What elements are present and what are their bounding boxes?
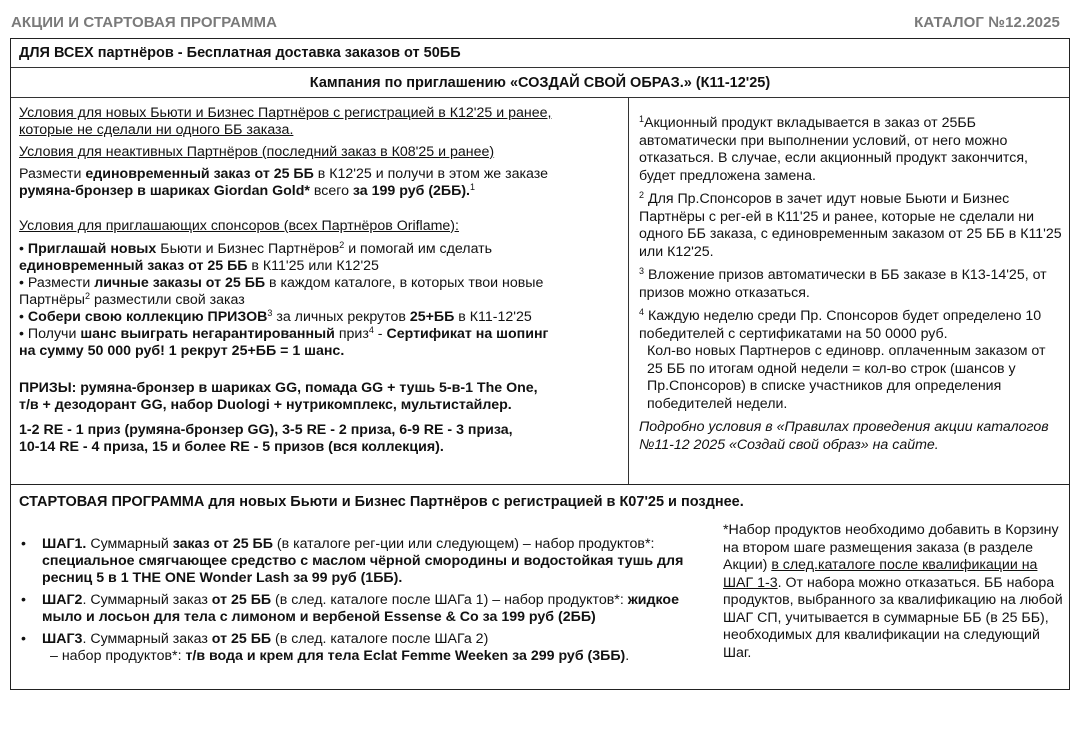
step-1: • ШАГ1. Суммарный заказ от 25 ББ (в каталоге рег-ции или следующем) – набор продуктов*: специальное смягчающее средство с маслом чёрной смородины и водостойкая тушь для ресниц 5 в 1 THE ONE Wonder Lash за 99 руб (1ББ).: [21, 536, 684, 586]
campaign-footnotes: [639, 115, 1063, 454]
rules-reference: Подробно условия в «Правилах проведения акции каталогов №11-12 2025 «Создай свой образ» на сайте.: [639, 419, 1049, 453]
campaign-conditions: [19, 103, 619, 456]
cond-new-line2: которые не сделали ни одного ББ заказа.: [19, 122, 294, 138]
cond-inactive: Условия для неактивных Партнёров (последний заказ в К08'25 и ранее): [19, 144, 495, 160]
sponsor-bullet-certificate: • Получи шанс выиграть негарантированный приз$^4$ - Сертификат на шопинг на сумму 50 000 руб! 1 рекрут 25+ББ = 1 шанс.: [19, 325, 549, 359]
cond-new-line1: Условия для новых Бьюти и Бизнес Партнёров с регистрацией в К12'25 и ранее,: [19, 105, 552, 121]
step-3: • ШАГ3. Суммарный заказ от 25 ББ (в след. каталоге после ШАГа 2) – набор продуктов*: т/в вода и крем для тела Eclat Femme Weeken за 299 руб (3ББ).: [21, 631, 630, 664]
cond-sponsors: Условия для приглашающих спонсоров (всех Партнёров Oriflame):: [19, 218, 459, 234]
starter-title: СТАРТОВАЯ ПРОГРАММА для новых Бьюти и Бизнес Партнёров с регистрацией в К07'25 и позднее.: [19, 494, 744, 510]
sponsor-bullet-invite: • Приглашай новых Бьюти и Бизнес Партнёров$^2$ и помогай им сделать единовременный заказ от 25 ББ в К11'25 или К12'25: [19, 240, 493, 274]
step-2: • ШАГ2. Суммарный заказ от 25 ББ (в след. каталоге после ШАГа 1) – набор продуктов*: жидкое мыло и лосьон для тела с лимоном и вербеной Essense & Co за 199 руб (2ББ): [21, 592, 679, 625]
footnote-1: $^1$Акционный продукт вкладывается в заказ от 25ББ автоматически при выполнении условий, от него можно отказаться. В случае, если акционный продукт закончится, будет предложена замена.: [639, 114, 1028, 184]
free-delivery-banner: [11, 39, 1069, 68]
starter-program: [11, 485, 1069, 689]
starter-steps: [19, 536, 709, 670]
offer-text: Размести единовременный заказ от 25 ББ в К12'25 и получи в этом же заказе румяна-бронзер в шариках Giordan Gold* всего за 199 руб (2ББ).$^1$: [19, 166, 549, 199]
tiers-line1: 1-2 RE - 1 приз (румяна-бронзер GG), 3-5 RE - 2 приза, 6-9 RE - 3 приза,: [19, 422, 513, 438]
tiers-line2: 10-14 RE - 4 приза, 15 и более RE - 5 призов (вся коллекция).: [19, 439, 444, 455]
promo-table: [10, 38, 1070, 690]
campaign-title: Кампания по приглашению «СОЗДАЙ СВОЙ ОБРАЗ.» (К11-12'25): [309, 75, 771, 91]
prizes-line2: т/в + дезодорант GG, набор Duologi + нутрикомплекс, мультистайлер.: [19, 397, 512, 413]
sponsor-bullet-prizes: • Собери свою коллекцию ПРИЗОВ$^3$ за личных рекрутов 25+ББ в К11-12'25: [19, 308, 532, 325]
footnote-3: $^3$ Вложение призов автоматически в ББ заказе в К13-14'25, от призов можно отказаться.: [639, 266, 1047, 301]
section-title: АКЦИИ И СТАРТОВАЯ ПРОГРАММА: [11, 14, 278, 31]
footnote-4: $^4$ Каждую неделю среди Пр. Спонсоров будет определено 10 победителей с сертификатами на 50 0000 руб.: [639, 307, 1042, 342]
footnote-4-detail: Кол-во новых Партнеров с единовр. оплаченным заказом от 25 ББ по итогам одной недели = кол-во строк (шансов у Пр.Спонсоров) в списке участников для определения победителей недели.: [647, 343, 1046, 412]
column-divider: [628, 98, 629, 484]
campaign-header: [11, 68, 1069, 98]
campaign-section: [11, 98, 1069, 485]
catalog-number: КАТАЛОГ №12.2025: [914, 14, 1060, 31]
starter-note: *Набор продуктов необходимо добавить в Корзину на втором шаге размещения заказа (в разделе Акции) в след.каталоге после квалификации на ШАГ 1-3. От набора можно отказаться. ББ набора продуктов, выбранного за квалификацию на любой ШАГ СП, учитывается в суммарные ББ (в 25 ББ), необходимых для квалификации на следующий Шаг.: [723, 522, 1063, 661]
prizes-line1: ПРИЗЫ: румяна-бронзер в шариках GG, помада GG + тушь 5-в-1 The One,: [19, 380, 538, 396]
sponsor-bullet-personal-orders: • Размести личные заказы от 25 ББ в каждом каталоге, в которых твои новые Партнёры$^2$ разместили свой заказ: [19, 275, 544, 308]
free-delivery-text: ДЛЯ ВСЕХ партнёров - Бесплатная доставка заказов от 50ББ: [19, 45, 461, 61]
footnote-2: $^2$ Для Пр.Спонсоров в зачет идут новые Бьюти и Бизнес Партнёры с рег-ей в К11'25 и ранее, которые не сделали ни одного ББ заказа, с единовременным заказом от 25 ББ в К11'25 или К12'25.: [639, 190, 1062, 260]
